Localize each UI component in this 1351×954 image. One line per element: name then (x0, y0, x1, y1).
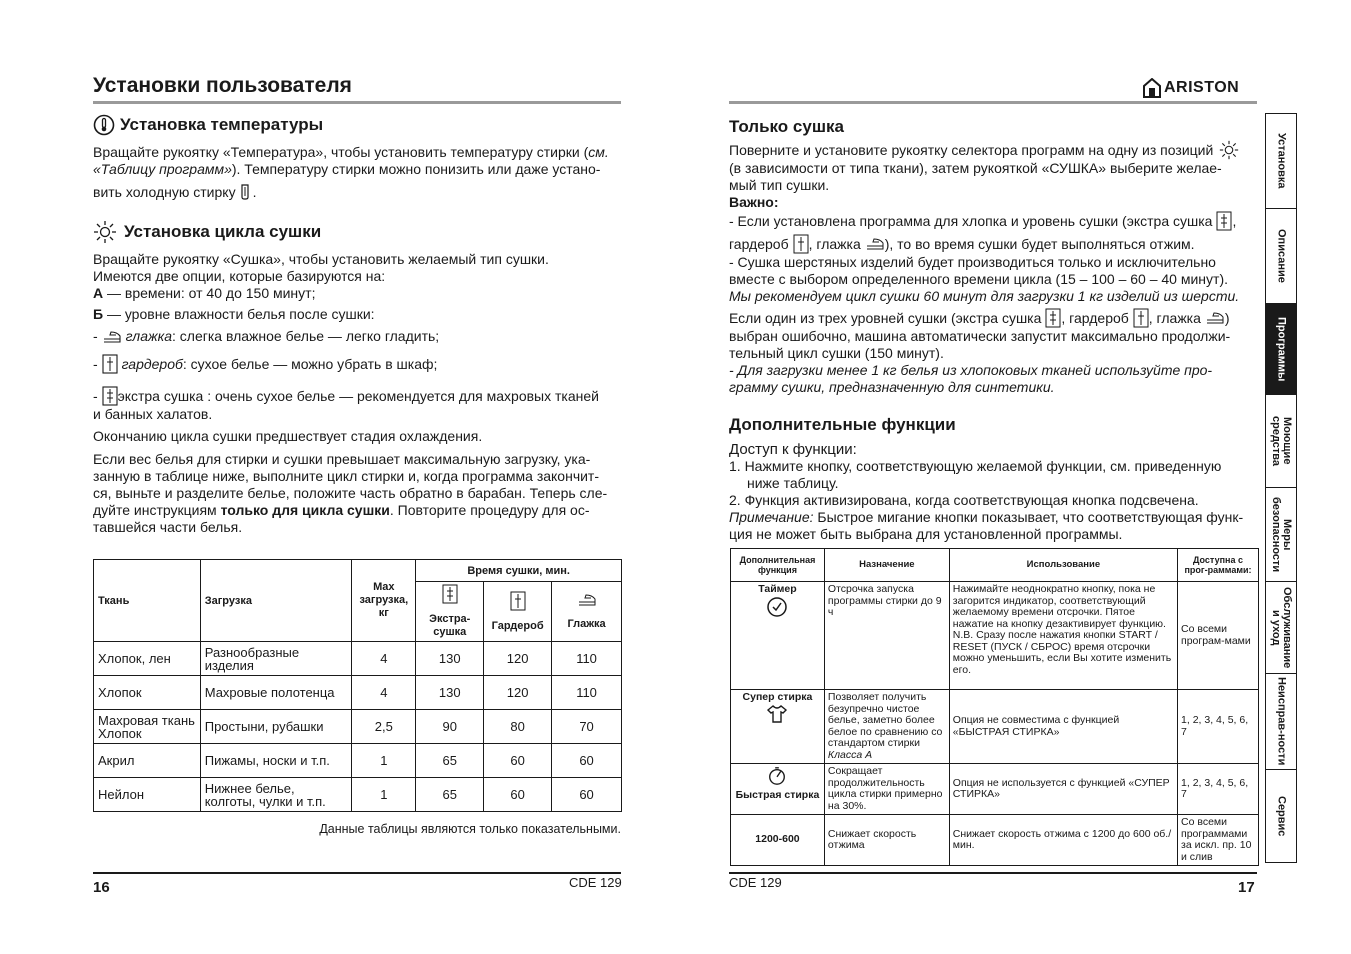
table-cell-iron: 110 (552, 642, 622, 676)
quick-wash-icon (766, 766, 788, 786)
table-cell-extra: 130 (416, 642, 484, 676)
only-dry-text: Поверните и установите рукоятку селектора программ на одну из позиций (в зависимости от типа ткани), затем рукояткой «СУШКА» выберите желае- мый тип сушки. Важно: - Если установлена программа для хлопка и уровень сушки (экстра сушка , гардероб , глажка ), то во время сушки будет выполняться отжим. - Сушка шерстяных изделий будет производиться только и исключительно вместе с выбором определенного времени цикла (15 – 100 – 60 – 40 минут). Мы рекомендуем цикл сушки 60 минут для загрузки 1 кг изделий из шерсти. Если один из трех уровней сушки (экстра сушка , гардероб , глажка ) выбран ошибочно, машина автоматически запустит максимально продолжи- тельный цикл сушки (150 минут). - Для загрузки менее 1 кг белья из хлопоковых тканей используйте про- грамму сушки, предназначенную для синтетики. (729, 141, 1240, 395)
table-cell-iron: 110 (552, 676, 622, 710)
dry-heading: Установка цикла сушки (124, 222, 322, 241)
tab-safety[interactable]: Меры безопасности (1266, 488, 1296, 582)
model-right: CDE 129 (729, 875, 782, 890)
func-timer-avail: Со всеми програм-мами (1178, 582, 1259, 690)
iron-icon (102, 330, 122, 344)
brand-logo (1143, 78, 1239, 98)
table-cell-ward: 60 (484, 778, 552, 812)
func-super: Супер стирка (731, 690, 825, 764)
extra-heading: Дополнительные функции (729, 415, 956, 434)
dry-cooling: Окончанию цикла сушки предшествует стадия охлаждения. (93, 428, 483, 444)
table-row (731, 582, 1259, 690)
thermometer-icon (93, 114, 115, 136)
tab-detergents[interactable]: Моющие средства (1266, 395, 1296, 488)
ariston-logo-icon (1143, 78, 1161, 98)
table-cell-extra: 90 (416, 710, 484, 744)
tab-service[interactable]: Сервис (1275, 795, 1288, 837)
table-cell-fabric: Махровая ткань Хлопок (94, 710, 201, 744)
table-row (94, 642, 622, 676)
table-cell-fabric: Нейлон (94, 778, 201, 812)
func-quick-avail: 1, 2, 3, 4, 5, 6, 7 (1178, 764, 1259, 815)
table-cell-ward: 120 (484, 642, 552, 676)
table-cell-extra: 65 (416, 744, 484, 778)
dry-overload-para: Если вес белья для стирки и сушки превышает максимальную загрузку, ука- занную в таблице ниже, выполните цикл стирки и, когда программа закончит- ся, выньте и разделите белье, положите часть обратно в барабан. Теперь сле- дуйте инструкциям только для цикла сушки. Повторите процедуру для ос- тавшейся части белья. (93, 451, 608, 535)
temp-text-1: Вращайте рукоятку «Температура», чтобы установить температуру стирки ( (93, 144, 589, 160)
table-cell-ward: 120 (484, 676, 552, 710)
table-cell-iron: 70 (552, 710, 622, 744)
table-row (731, 815, 1259, 866)
table-cell-max: 4 (352, 676, 416, 710)
dry-option-a: А — времени: от 40 до 150 минут; (93, 285, 316, 301)
wardrobe-icon (793, 234, 809, 254)
table-cell-extra: 130 (416, 676, 484, 710)
section-tabs (1265, 113, 1297, 863)
timer-icon (766, 596, 788, 618)
dry-option-b: Б — уровне влажности белья после сушки: (93, 306, 375, 322)
func-spin-avail: Со всеми программами за искл. пр. 10 и слив (1178, 815, 1259, 866)
iron-icon (577, 593, 597, 607)
table-row (94, 778, 622, 812)
table-cell-iron: 60 (552, 744, 622, 778)
title-rule-right (729, 101, 1257, 104)
tab-programs[interactable]: Программы (1266, 304, 1296, 395)
page-title: Установки пользователя (93, 74, 352, 97)
extra-dry-icon (1216, 211, 1232, 231)
th-wardrobe: Гардероб (484, 582, 552, 642)
table-cell-load: Махровые полотенца (200, 676, 352, 710)
iron-icon (1205, 311, 1225, 325)
table-cell-fabric: Хлопок, лен (94, 642, 201, 676)
table-cell-ward: 80 (484, 710, 552, 744)
temp-text-ital: см. «Таблицу программ» (93, 144, 609, 177)
temp-heading-row (93, 114, 323, 136)
iron-icon (865, 237, 885, 251)
func-super-avail: 1, 2, 3, 4, 5, 6, 7 (1178, 690, 1259, 764)
fth-name: Дополнительная функция (731, 549, 825, 582)
table-cell-extra: 65 (416, 778, 484, 812)
dry-opt-extra-2: и банных халатов. (93, 406, 213, 422)
table-row (94, 744, 622, 778)
table-cell-fabric: Акрил (94, 744, 201, 778)
table-cell-load: Пижамы, носки и т.п. (200, 744, 352, 778)
fth-usage: Использование (949, 549, 1177, 582)
dry-opt-extra: - экстра сушка : очень сухое белье — рекомендуется для махровых тканей (93, 386, 599, 406)
th-extra: Экстра-сушка (416, 582, 484, 642)
fth-purpose: Назначение (824, 549, 949, 582)
extra-text: Доступ к функции: 1. Нажмите кнопку, соответствующую желаемой функции, см. приведенную ниже таблицу. 2. Функция активизирована, когда соответствующая кнопка подсвечена. Примечание: Быстрое мигание кнопки показывает, что соответствующая функ- ция не может быть выбрана для установленной программы. (729, 441, 1244, 542)
temp-text-line3: вить холодную стирку . (93, 183, 257, 200)
shirt-icon (766, 704, 788, 724)
extra-dry-icon (442, 584, 458, 604)
drying-time-table (93, 559, 622, 812)
func-super-usage: Опция не совместима с функцией «БЫСТРАЯ СТИРКА» (949, 690, 1177, 764)
table-cell-load: Простыни, рубашки (200, 710, 352, 744)
dry-heading-row (93, 220, 321, 244)
func-timer: Таймер (731, 582, 825, 690)
footer-rule-right (729, 872, 1257, 874)
table-row (94, 710, 622, 744)
temp-text-2: ). Температуру стирки можно понизить или даже устано- (231, 161, 601, 177)
brand-name: ARISTON (1164, 79, 1240, 96)
temp-text-3: вить холодную стирку (93, 183, 236, 200)
table-cell-ward: 60 (484, 744, 552, 778)
th-fabric: Ткань (94, 560, 201, 642)
table-cell-load: Нижнее белье, колготы, чулки и т.п. (200, 778, 352, 812)
tab-troubleshooting[interactable]: Неисправ-ности (1266, 674, 1296, 770)
tab-description[interactable]: Описание (1266, 209, 1296, 304)
func-quick-usage: Опция не используется с функцией «СУПЕР СТИРКА» (949, 764, 1177, 815)
dry-p2: Имеются две опции, которые базируются на: (93, 268, 386, 284)
table-cell-max: 1 (352, 778, 416, 812)
only-dry-heading: Только сушка (729, 117, 844, 136)
title-rule (93, 101, 621, 104)
func-quick: Быстрая стирка (731, 764, 825, 815)
func-quick-purpose: Сокращает продолжительность цикла стирки примерно на 30%. (824, 764, 949, 815)
func-spin: 1200-600 (731, 815, 825, 866)
table-row (94, 676, 622, 710)
dry-p1: Вращайте рукоятку «Сушка», чтобы установить желаемый тип сушки. (93, 251, 549, 267)
table-cell-max: 1 (352, 744, 416, 778)
dry-opt-wardrobe: - гардероб : сухое белье — можно убрать в шкаф; (93, 354, 437, 374)
cold-wash-icon (239, 183, 253, 201)
func-spin-usage: Снижает скорость отжима с 1200 до 600 об./мин. (949, 815, 1177, 866)
wardrobe-icon (102, 354, 118, 374)
th-time: Время сушки, мин. (416, 560, 622, 582)
sun-icon (93, 220, 117, 244)
table-cell-iron: 60 (552, 778, 622, 812)
page-number-right: 17 (1238, 879, 1255, 896)
page-number-left: 16 (93, 879, 110, 896)
th-max: Max загрузка, кг (352, 560, 416, 642)
table-cell-max: 2,5 (352, 710, 416, 744)
table-row (731, 690, 1259, 764)
table-cell-load: Разнообразные изделия (200, 642, 352, 676)
table-row (731, 764, 1259, 815)
temp-text (93, 144, 621, 178)
wardrobe-icon (1133, 308, 1149, 328)
extra-dry-icon (102, 386, 118, 406)
table-cell-fabric: Хлопок (94, 676, 201, 710)
fth-avail: Доступна с прог-раммами: (1178, 549, 1259, 582)
tab-maintenance[interactable]: Обслуживание и уход (1266, 582, 1296, 674)
temp-heading: Установка температуры (120, 115, 324, 134)
table-note: Данные таблицы являются только показательными. (319, 822, 621, 836)
sun-icon (1219, 140, 1239, 160)
th-load: Загрузка (200, 560, 352, 642)
func-timer-purpose: Отсрочка запуска программы стирки до 9 ч (824, 582, 949, 690)
dry-opt-iron: - глажка : слегка влажное белье — легко гладить; (93, 328, 440, 344)
wardrobe-icon (510, 591, 526, 611)
extra-dry-icon (1045, 308, 1061, 328)
table-cell-max: 4 (352, 642, 416, 676)
func-timer-usage: Нажимайте неоднократно кнопку, пока не загорится индикатор, соответствующий желаемому времени отсрочки. Пятое нажатие на кнопку дезактивирует функцию. N.B. Сразу после нажатия кнопки START / RESET (ПУСК / СБРОС) время отсрочки можно уменьшить, если Вы хотите изменить его. (949, 582, 1177, 690)
model-left: CDE 129 (569, 875, 622, 890)
tab-installation[interactable]: Установка (1266, 114, 1296, 209)
func-spin-purpose: Снижает скорость отжима (824, 815, 949, 866)
footer-rule-left (93, 872, 621, 874)
th-iron: Глажка (552, 582, 622, 642)
dry-intro (93, 251, 621, 302)
functions-table (730, 548, 1259, 866)
func-super-purpose: Позволяет получить безупречно чистое белье, заметно более белое по сравнению со стандартом стирки Класса А (824, 690, 949, 764)
